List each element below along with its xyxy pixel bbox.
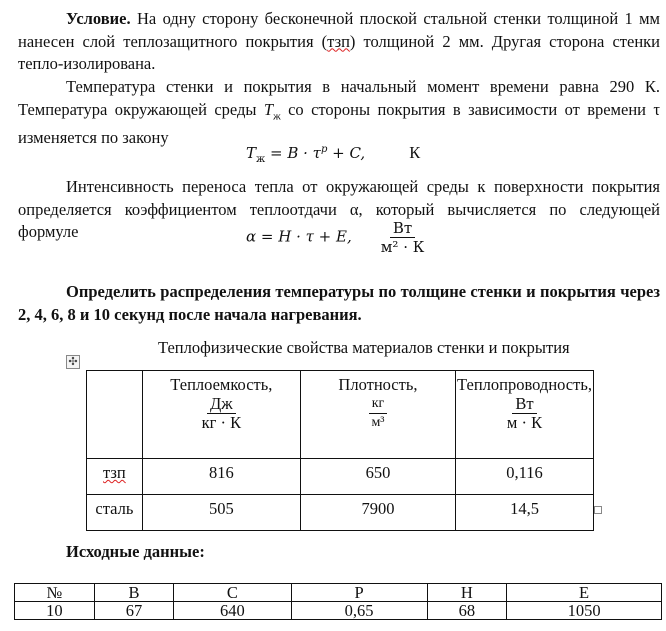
header-cell: E — [507, 584, 662, 602]
numerator: Вт — [390, 219, 415, 238]
header-empty — [87, 371, 143, 459]
denominator: м² · К — [380, 238, 425, 256]
table-caption: Теплофизические свойства материалов стенки и покрытия — [158, 338, 570, 357]
cell: 816 — [142, 459, 300, 495]
table-move-handle-icon[interactable]: ✣ — [66, 355, 80, 369]
table-resize-handle[interactable] — [594, 506, 602, 514]
cell: 10 — [15, 602, 95, 620]
formula-temperature — [246, 143, 420, 165]
subscript: ж — [273, 109, 281, 122]
unit-fraction — [378, 219, 428, 256]
header-cell: P — [291, 584, 427, 602]
cell: 67 — [94, 602, 174, 620]
text: ) толщиной 2 мм. Другая сторона стенки тепло-изолирована. — [18, 31, 660, 73]
header-label: Плотность, — [338, 375, 418, 394]
cell: 14,5 — [456, 495, 594, 531]
text: со стороны покрытия в зависимости от времени τ изменяется по закону — [18, 99, 661, 148]
text: Температура стенки и покрытия в начальный момент времени равна 290 К. Температура окружающей среды — [18, 77, 660, 119]
cell: 1050 — [507, 602, 662, 620]
cell: 650 — [300, 459, 455, 495]
header-cell: B — [94, 584, 174, 602]
numerator: Вт — [512, 395, 536, 414]
cell: 7900 — [300, 495, 455, 531]
expr: + C, — [327, 144, 366, 162]
denominator: м³ — [371, 415, 385, 430]
row-label: тзп — [103, 463, 126, 482]
symbol: T — [246, 144, 257, 162]
header-label: Теплоемкость, — [170, 375, 273, 394]
header-conductivity — [456, 371, 594, 459]
condition-label: Условие. — [66, 9, 131, 28]
table-row — [15, 602, 662, 620]
unit: К — [409, 143, 421, 162]
header-label: Теплопроводность, — [457, 375, 592, 394]
header-cell: C — [174, 584, 291, 602]
exponent: p — [320, 144, 328, 155]
formula-alpha — [246, 219, 427, 256]
header-heat-capacity — [142, 371, 300, 459]
denominator: м · К — [506, 413, 543, 432]
cell: 0,65 — [291, 602, 427, 620]
header-cell: № — [15, 584, 95, 602]
numerator: Дж — [207, 395, 236, 414]
text: На одну сторону бесконечной плоской стальной стенки толщиной 1 мм нанесен слой теплозащитного покрытия ( — [18, 9, 660, 51]
cell: 68 — [427, 602, 507, 620]
paragraph-task: Определить распределения температуры по толщине стенки и покрытия через 2, 4, 6, 8 и 10 секунд после начала нагревания. — [18, 282, 660, 324]
cell: 0,116 — [456, 459, 594, 495]
initial-data-table — [14, 583, 662, 620]
header-cell: H — [427, 584, 507, 602]
cell: 505 — [142, 495, 300, 531]
subscript: ж — [256, 154, 266, 165]
paragraph-heat-transfer: Интенсивность переноса тепла от окружающей среды к поверхности покрытия определяется коэффициентом теплоотдачи α, который вычисляется по следующей формуле — [18, 177, 660, 241]
properties-table — [86, 370, 594, 531]
unit-fraction — [504, 395, 545, 432]
paragraph-temperature — [18, 76, 660, 150]
symbol: T — [263, 99, 274, 119]
row-name — [87, 459, 143, 495]
numerator: кг — [369, 395, 388, 414]
cell: 640 — [174, 602, 291, 620]
table-row — [87, 459, 594, 495]
header-density — [300, 371, 455, 459]
table-header-row — [15, 584, 662, 602]
unit-fraction — [199, 395, 245, 432]
row-name: сталь — [87, 495, 143, 531]
paragraph-condition — [18, 8, 660, 76]
denominator: кг · К — [201, 413, 242, 432]
abbr-misspelled: тзп — [327, 31, 350, 51]
expr: = B · τ — [265, 144, 321, 162]
unit-fraction — [368, 395, 387, 432]
heading-initial-data: Исходные данные: — [66, 542, 205, 561]
expr: α = H · τ + E, — [246, 227, 352, 246]
table-row — [87, 495, 594, 531]
